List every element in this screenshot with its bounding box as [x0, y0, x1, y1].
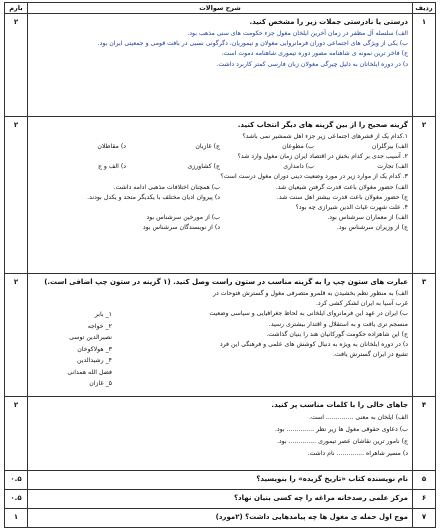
mcq-option: ب) از مورخین سرشناس بود — [146, 213, 220, 221]
question-number: ۵ — [413, 471, 436, 490]
question-number: ۳ — [413, 274, 436, 397]
question-number: ۱ — [413, 14, 436, 117]
question-body — [28, 14, 413, 117]
matching-choice: ۴_ رشیدالدین — [77, 357, 112, 364]
question-row-2 — [5, 117, 436, 274]
question-score: ۲ — [5, 397, 28, 471]
mcq-option: الف) از معماران سرشناس بود. — [327, 213, 408, 221]
header-row-number: ردیف — [413, 3, 436, 14]
question-body — [28, 490, 413, 509]
statement-line: الف) سلسله آل مظفر در زمان آخرین ایلخان مغول جزء حکومت های سنی مذهب بود. — [187, 30, 408, 37]
matching-choice: ۳_ هولاکوخان — [77, 345, 112, 353]
mcq-option: ج) غازیان — [195, 143, 220, 151]
exam-sheet — [4, 2, 436, 521]
statement-line: ب) یکی از ویژگی های اجتماعی دوران فرمانروایی مغولان و تیموریان، دگرگونی نسبی در بافت قومی و جمعیتی ایران بود. — [97, 40, 408, 48]
question-title: جاهای خالی را با کلمات مناسب پر کنید. — [271, 401, 408, 409]
matching-statement: ج) این شاهزاده حکومت گورکانیان هند را بنیان گذاشت. — [266, 330, 408, 338]
mcq-option: ب) دامداری — [283, 163, 314, 171]
matching-left-column — [32, 289, 112, 390]
question-row-1 — [5, 14, 436, 117]
question-title: موج اول حمله ی مغول ها چه پیامدهایی داشت؟ (۲مورد) — [215, 513, 408, 521]
matching-choice: نصیرالدین توسی — [69, 334, 112, 341]
mcq-option: ب) مطوعان — [282, 143, 314, 151]
statement-line: ج) فاخر ترین نمونه ی شاهنامه مصور دوره تیموری شاهنامه دموت است. — [221, 50, 408, 58]
question-title: درستی یا نادرستی جملات زیر را مشخص کنید. — [249, 18, 408, 26]
question-score: ۰.۵ — [5, 471, 28, 490]
matching-statement: تشیع در ایران گسترش یافت. — [332, 351, 408, 359]
question-score: ۲ — [5, 274, 28, 397]
fill-blank-line: د) مسیر شاهراه .............. نام داشت. — [307, 450, 408, 457]
mcq-stem: ۴. علت شهرت غیاث الدین شیرازی چه بود؟ — [295, 203, 408, 211]
mcq-option: د) الف و ج — [97, 163, 126, 171]
fill-blank-line: ج) نامور ترین نقاشان عصر تیموری .............. بود. — [276, 438, 408, 445]
mcq-stem: ۳. کدام یک از موارد زیر در مورد وضعیت دینی دوران مغول درست است؟ — [220, 173, 408, 181]
question-score: ۱ — [5, 509, 28, 528]
matching-statement: د) در دوره ایلخانان به ویژه به دنبال کوشش های علمی و فرهنگی این فرد — [219, 341, 408, 349]
question-number: ۶ — [413, 490, 436, 509]
question-title: عبارت های ستون چپ را به گزینه مناسب در ستون راست وصل کنید. (۱ گزینه در ستون چپ اضافی است.) — [44, 278, 408, 286]
fill-blank-line: الف) ایلخان به معنی .............. است. — [308, 414, 408, 421]
mcq-options — [32, 183, 408, 193]
question-body — [28, 471, 413, 490]
matching-statement: منسجم تری یافت و به استقلال و اقتدار بیشتری رسید. — [268, 320, 408, 328]
question-body — [28, 117, 413, 274]
question-body — [28, 274, 413, 397]
matching-statement: ب) ایران در عهد این فرمانروای ایلخانی به لحاظ جغرافیایی و سیاسی وضعیت — [209, 310, 408, 318]
header-questions: شرح سوالات — [28, 3, 413, 14]
question-row-6 — [5, 490, 436, 509]
mcq-options — [32, 162, 408, 172]
mcq-options — [32, 213, 408, 223]
matching-statement: غرب آسیا به ایران لشکر کشی کرد. — [315, 300, 408, 308]
mcq-option: الف) تجارت — [377, 163, 408, 171]
mcq-options — [32, 193, 408, 203]
question-row-5 — [5, 471, 436, 490]
mcq-option: ب) همچنان اختلافات مذهبی ادامه داشت. — [113, 183, 220, 191]
question-title: گزینه صحیح را از بین گزینه های دیگر انتخاب کنید. — [237, 121, 408, 129]
header-score: بارم — [5, 3, 28, 14]
mcq-option: الف) بیرگلران — [371, 143, 408, 151]
mcq-option: ج) حضور مغولان باعث قدرت بیشتر اهل سنت شد. — [276, 193, 408, 201]
matching-choice: ۱_ بابر — [94, 311, 112, 318]
matching-statement: الف) به منظور نظم بخشیدن به قلمرو متصرفی مغول و گسترش فتوحات در — [213, 290, 408, 297]
mcq-option: ج) از وزیران سرشناس بود. — [336, 223, 408, 231]
matching-choice: ۵_ غازان — [89, 380, 112, 387]
mcq-options — [32, 142, 408, 152]
question-body — [28, 509, 413, 528]
exam-table — [4, 2, 436, 528]
mcq-options — [32, 223, 408, 233]
mcq-stem: ۲. آسیب جدی بر کدام بخش در اقتصاد ایران زمان مغول وارد شد؟ — [237, 153, 408, 161]
statement-line: د) در دوره ایلخانان به دلیل چیرگی مغولان زبان فارسی کمتر کاربرد داشت. — [216, 60, 408, 68]
question-row-3 — [5, 274, 436, 397]
mcq-option: ج) کشاورزی — [187, 163, 220, 171]
mcq-stem: ۱.کدام یک از قشرهای اجتماعی زیر جزء اهل شمشیر نمی باشد؟ — [242, 133, 408, 140]
matching-choice: ۲_ خواجه — [87, 322, 112, 330]
mcq-option: د) مقاطلان — [97, 143, 126, 151]
matching-right-column — [112, 289, 408, 390]
mcq-option: د) پیروان ادیان مختلف با یکدیگر متحد و یکدل بودند. — [87, 193, 220, 201]
question-number: ۲ — [413, 117, 436, 274]
mcq-option: الف) حضور مغولان باعث قدرت گرفتن شیعیان شد. — [275, 183, 408, 191]
question-title: نام نویسنده کتاب «تاریخ گزیده» را بنویسید؟ — [256, 475, 408, 483]
question-number: ۴ — [413, 397, 436, 471]
question-score: ۰.۵ — [5, 490, 28, 509]
question-row-4 — [5, 397, 436, 471]
question-number: ۷ — [413, 509, 436, 528]
question-row-7 — [5, 509, 436, 528]
question-title: مرکز علمی رصدخانه مراغه را چه کسی بنیان نهاد؟ — [234, 494, 408, 502]
question-body — [28, 397, 413, 471]
matching-choice: فضل الله همدانی — [67, 368, 112, 376]
matching-columns — [32, 289, 408, 390]
fill-blank-line: ب) دعاوی حقوقی مغول ها زیر نظر .............. بود. — [274, 426, 408, 433]
mcq-option: د) از نویسندگان سرشناس بود — [142, 223, 220, 231]
question-score: ۲ — [5, 14, 28, 117]
question-score: ۲ — [5, 117, 28, 274]
header-row — [5, 3, 436, 14]
